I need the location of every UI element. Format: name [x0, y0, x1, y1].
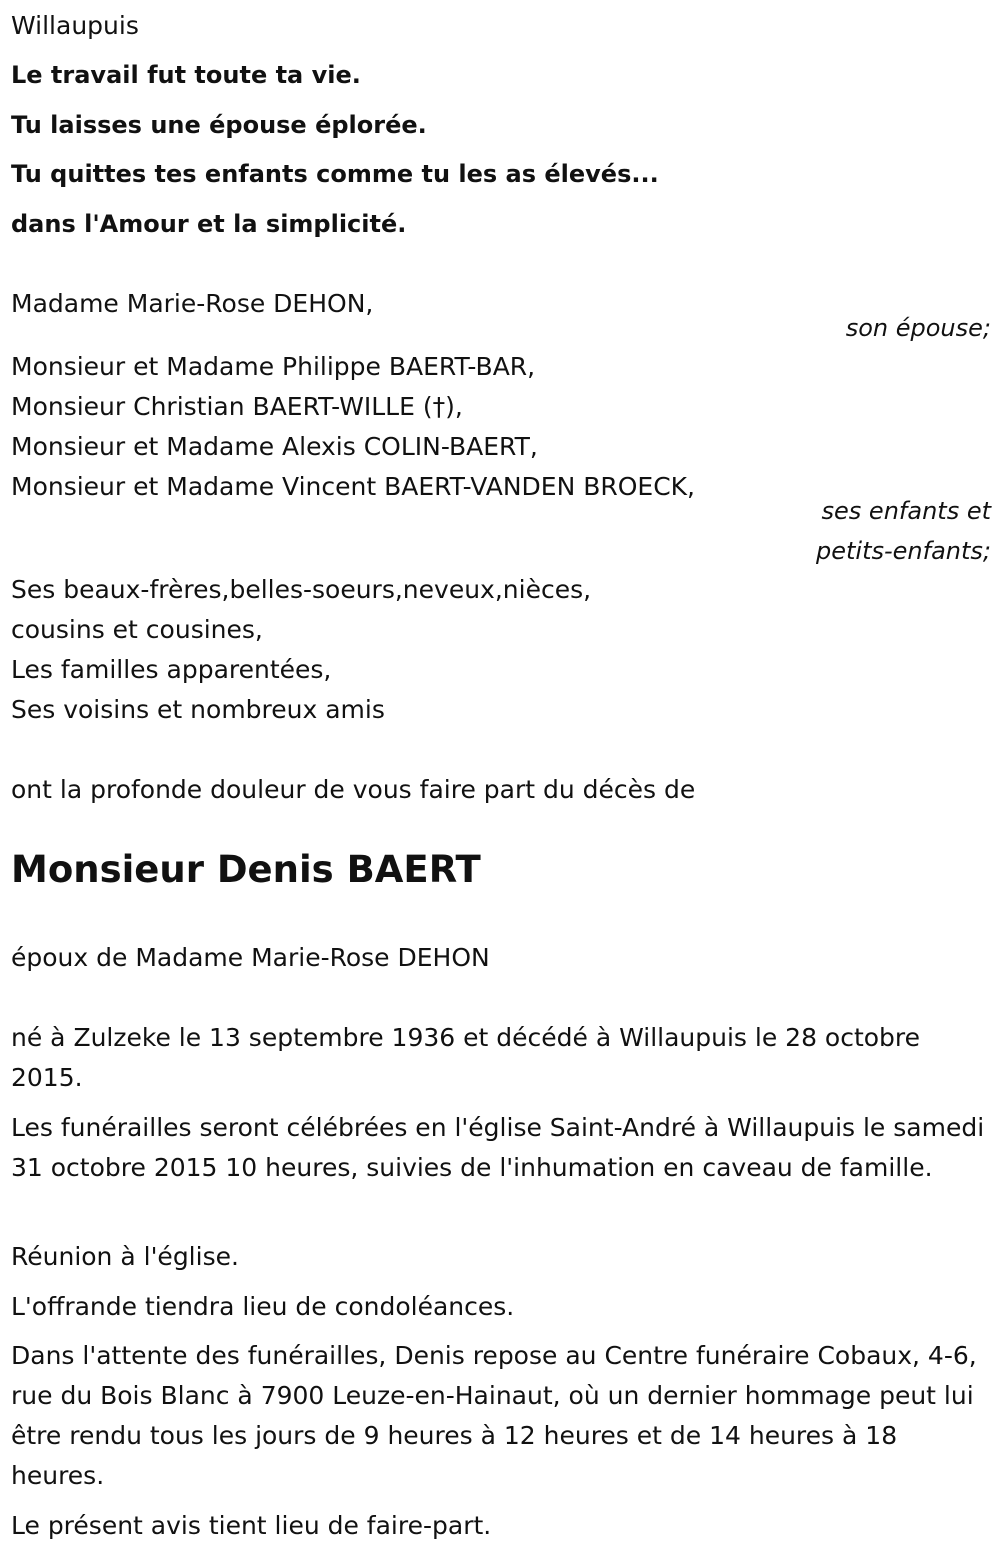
spouse-role: son épouse;: [845, 314, 991, 342]
family-line-4: Ses voisins et nombreux amis: [11, 695, 385, 724]
family-line-2: cousins et cousines,: [11, 615, 263, 644]
child-name-3: Monsieur et Madame Alexis COLIN-BAERT,: [11, 432, 538, 461]
deceased-spouse-of: époux de Madame Marie-Rose DEHON: [11, 943, 490, 972]
children-role-line-1: ses enfants et: [821, 497, 991, 525]
spouse-name: Madame Marie-Rose DEHON,: [11, 289, 374, 318]
birth-death-details: né à Zulzeke le 13 septembre 1936 et décédé à Willaupuis le 28 octobre 2015.: [11, 1023, 921, 1092]
children-role-line-2: petits-enfants;: [816, 537, 991, 565]
poem-line-1: Le travail fut toute ta vie.: [11, 61, 361, 89]
deceased-name: Monsieur Denis BAERT: [11, 848, 481, 891]
announcement-text: ont la profonde douleur de vous faire part du décès de: [11, 775, 696, 804]
viewing-details: Dans l'attente des funérailles, Denis repose au Centre funéraire Cobaux, 4-6, rue du Bois Blanc à 7900 Leuze-en-Hainaut, où un dernier hommage peut lui être rendu tous les jours de 9 heures à 12 heures et de 14 heures à 18 heures.: [11, 1341, 977, 1490]
place-name: Willaupuis: [11, 11, 139, 40]
family-line-3: Les familles apparentées,: [11, 655, 332, 684]
meeting-details: Réunion à l'église.: [11, 1242, 239, 1271]
family-line-1: Ses beaux-frères,belles-soeurs,neveux,nièces,: [11, 575, 592, 604]
child-name-4: Monsieur et Madame Vincent BAERT-VANDEN BROECK,: [11, 472, 696, 501]
poem-line-3: Tu quittes tes enfants comme tu les as élevés...: [11, 160, 659, 188]
notice-footer: Le présent avis tient lieu de faire-part.: [11, 1511, 492, 1540]
funeral-details: Les funérailles seront célébrées en l'église Saint-André à Willaupuis le samedi 31 octobre 2015 10 heures, suivies de l'inhumation en caveau de famille.: [11, 1113, 985, 1182]
children-role: [816, 491, 991, 571]
child-name-2: Monsieur Christian BAERT-WILLE (†),: [11, 392, 463, 421]
child-name-1: Monsieur et Madame Philippe BAERT-BAR,: [11, 352, 536, 381]
poem-line-4: dans l'Amour et la simplicité.: [11, 210, 407, 238]
offering-details: L'offrande tiendra lieu de condoléances.: [11, 1292, 515, 1321]
poem-line-2: Tu laisses une épouse éplorée.: [11, 111, 427, 139]
